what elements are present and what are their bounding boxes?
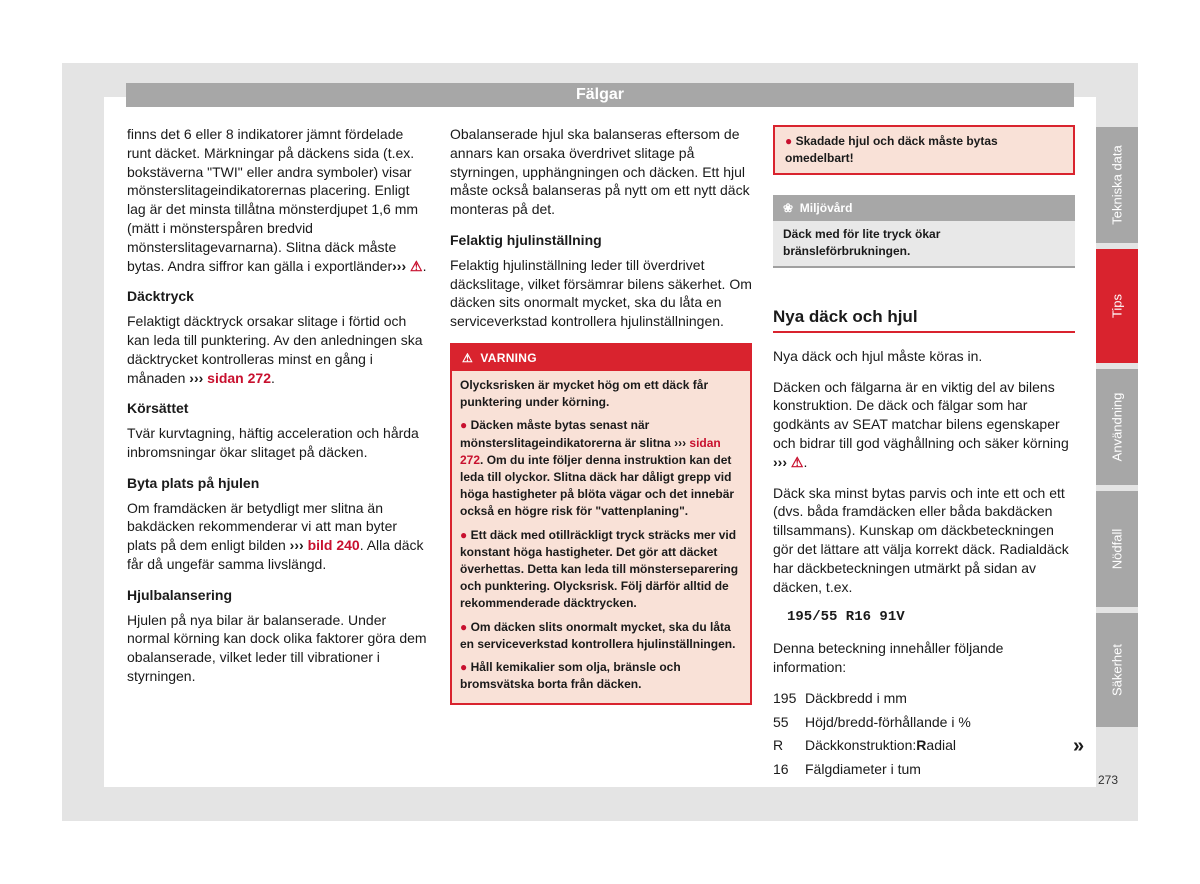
- spec-row: 195 Däckbredd i mm: [773, 689, 907, 706]
- spec-row: R Däckkonstruktion: R adial: [773, 737, 956, 754]
- paragraph-intro: finns det 6 eller 8 indikatorer jämnt fördelade runt däcket. Märkningar på däckens sida (t.ex. bokstäverna "TWI" eller andra symboler) visar mönsterslitageindikatorernas placering. Enligt lag är det minsta tillåtna mönsterdjupet 1,6 mm (mätt i mönsterspåren bredvid mönsterslitagevarnarna). Slitna däck måste bytas. Andra siffror kan gälla i exportländer››› ⚠.: [127, 126, 427, 274]
- environment-box: [773, 195, 1075, 268]
- paragraph-designation: Denna beteckning innehåller följande information:: [773, 640, 1004, 675]
- warning-icon: ⚠: [790, 453, 804, 470]
- ref-arrow-icon: ›››: [773, 453, 787, 470]
- damaged-warning-box: ● Skadade hjul och däck måste bytas omedelbart!: [773, 125, 1075, 175]
- ref-arrow-icon: ›››: [289, 537, 304, 554]
- ref-arrow-icon: ›››: [674, 435, 687, 450]
- paragraph-construction: Däcken och fälgarna är en viktig del av bilens konstruktion. De däck och fälgar som har godkänts av SEAT matchar bilens egenskaper och bidrar till god väghållning och säker körning ››› ⚠.: [773, 378, 1069, 470]
- environment-body: Däck med för lite tryck ökar bränsleförbrukningen.: [783, 227, 941, 258]
- heading-pressure: Däcktryck: [127, 288, 194, 305]
- spec-row: 16 Fälgdiameter i tum: [773, 761, 921, 778]
- page-header: Fälgar: [126, 83, 1074, 107]
- tire-code: 195/55 R16 91V: [787, 609, 905, 626]
- column-1: [127, 125, 429, 698]
- bullet-icon: ●: [460, 418, 468, 433]
- tab-sakerhet[interactable]: Säkerhet: [1096, 613, 1138, 727]
- warning-item: ● Däcken måste bytas senast när mönsterslitageindikatorerna är slitna ››› sidan 272. Om du inte följer denna instruktion kan det leda till olyckor. Slitna däck har dåligt grepp vid höga hastigheter på blöta vägar och det innebär också en högre risk för "vattenplaning".: [460, 418, 735, 519]
- ref-arrow-icon: ›››: [392, 257, 407, 274]
- warning-body: [452, 371, 750, 703]
- page-number: 273: [1098, 773, 1119, 787]
- continue-arrow-icon: »: [1073, 735, 1085, 757]
- bullet-icon: ●: [785, 134, 793, 148]
- warning-icon: ⚠: [462, 350, 474, 365]
- ref-arrow-icon: ›››: [189, 369, 204, 386]
- bullet-icon: ●: [460, 527, 468, 542]
- heading-balance: Hjulbalansering: [127, 586, 233, 603]
- warning-box: [450, 343, 752, 705]
- paragraph-driving: Tvär kurvtagning, häftig acceleration och hårda inbromsningar ökar slitaget på däcken.: [127, 425, 419, 460]
- heading-swap: Byta plats på hjulen: [127, 474, 260, 491]
- tab-tips[interactable]: Tips: [1096, 249, 1138, 363]
- tab-anvandning[interactable]: Användning: [1096, 369, 1138, 485]
- column-3: [773, 125, 1075, 784]
- link-page-272[interactable]: sidan 272: [460, 435, 721, 467]
- paragraph-alignment: Felaktig hjulinställning leder till överdrivet däckslitage, vilket försämrar bilens säkerhet. Om däcken sits onormalt mycket, ska du låta en serviceverkstad kontrollera hjulinställningen.: [450, 256, 752, 330]
- link-page-272[interactable]: sidan 272: [207, 369, 271, 386]
- paragraph-balance: Hjulen på nya bilar är balanserade. Under normal körning kan dock olika faktorer göra dem obalanserade, vilket leder till vibrationer i styrningen.: [127, 611, 427, 684]
- heading-alignment: Felaktig hjulinställning: [450, 231, 602, 248]
- bullet-icon: ●: [460, 660, 468, 675]
- warning-lead: Olycksrisken är mycket hög om ett däck får punktering under körning.: [460, 377, 709, 410]
- column-2: [450, 125, 752, 705]
- flower-icon: ❀: [783, 201, 794, 215]
- warning-icon: ⚠: [410, 257, 423, 274]
- link-figure-240[interactable]: bild 240: [307, 537, 360, 554]
- environment-header: ❀ Miljövård: [773, 195, 1075, 221]
- tab-nodfall[interactable]: Nödfall: [1096, 491, 1138, 607]
- paragraph-unbalanced: Obalanserade hjul ska balanseras eftersom de annars kan orsaka överdrivet slitage på styrningen, upphängningen och däcken. Ett hjul måste också balanseras på nytt om ett nytt däck monteras på det.: [450, 126, 750, 218]
- heading-driving: Körsättet: [127, 400, 189, 417]
- warning-header: ⚠ VARNING: [452, 345, 750, 371]
- paragraph-pairs: Däck ska minst bytas parvis och inte ett och ett (dvs. båda framdäcken eller båda bakdäcken tillsammans). Kunskap om däckbeteckningen gör det lättare att välja korrekt däck. Radialdäck har däckbeteckningen utmärkt på sidan av däcken, t.ex.: [773, 484, 1069, 595]
- warning-item: ● Ett däck med otillräckligt tryck sträcks mer vid konstant höga hastigheter. Det gör att däcket överhettas. Detta kan leda till mönsterseparering och punktering. Olycksrisk. Följ därför alltid de rekommenderade däcktrycken.: [460, 527, 739, 611]
- warning-item: ● Om däcken slits onormalt mycket, ska du låta en serviceverkstad kontrollera hjulinställningen.: [460, 619, 736, 651]
- paragraph-swap: Om framdäcken är betydligt mer slitna än bakdäcken rekommenderar vi att man byter plats på dem enligt bilden ››› bild 240. Alla däck får då ungefär samma livslängd.: [127, 499, 424, 572]
- paragraph-pressure: Felaktigt däcktryck orsakar slitage i förtid och kan leda till punktering. Av den anledningen ska däcktrycket kontrolleras minst en gång i månaden ››› sidan 272.: [127, 313, 423, 386]
- spec-row: 55 Höjd/bredd-förhållande i %: [773, 713, 971, 730]
- warning-item: ● Håll kemikalier som olja, bränsle och bromsvätska borta från däcken.: [460, 660, 681, 692]
- section-title: Nya däck och hjul: [773, 308, 1075, 333]
- bullet-icon: ●: [460, 619, 468, 634]
- paragraph-run-in: Nya däck och hjul måste köras in.: [773, 347, 983, 364]
- tab-tekniska-data[interactable]: Tekniska data: [1096, 127, 1138, 243]
